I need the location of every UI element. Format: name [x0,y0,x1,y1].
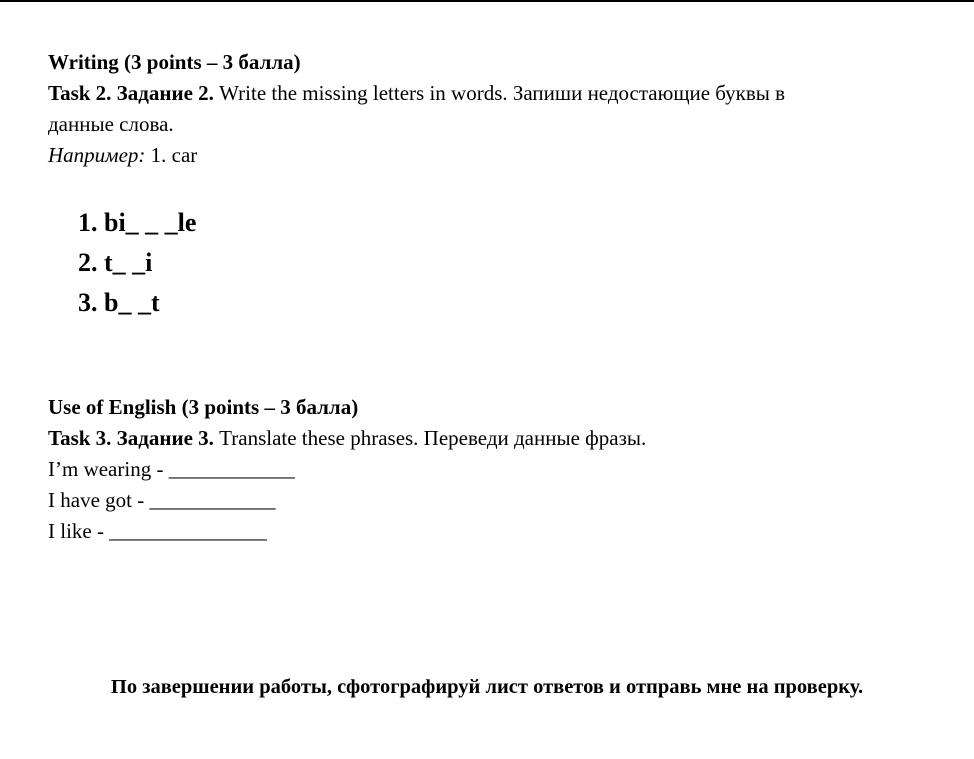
task2-label: Task 2. Задание 2. [48,81,214,105]
phrase-item-2: I have got - ____________ [48,488,276,512]
missing-letters-list [78,203,196,323]
word-item-2: 2. t_ _i [78,248,153,277]
writing-heading: Writing (3 points – 3 балла) [48,50,301,74]
task2-instruction [48,78,928,109]
task2-instruction-continued: данные слова. [48,112,174,136]
word-item-1: 1. bi_ _ _le [78,208,197,237]
task3-label: Task 3. Задание 3. [48,426,214,450]
use-of-english-section [48,392,928,547]
phrase-item-3: I like - _______________ [48,519,267,543]
task2-instruction-text: Write the missing letters in words. Запиши недостающие буквы в [213,81,786,105]
word-item-3: 3. b_ _t [78,288,160,317]
phrase-item-1: I’m wearing - ____________ [48,457,295,481]
task3-instruction-text: Translate these phrases. Переведи данные фразы. [213,426,647,450]
top-border [0,0,974,2]
example-label: Например: [48,143,146,167]
task3-instruction [48,423,928,454]
writing-section [48,47,928,171]
footer-note: По завершении работы, сфотографируй лист ответов и отправь мне на проверку. [110,676,864,698]
english-heading: Use of English (3 points – 3 балла) [48,395,359,419]
task2-example [48,140,928,171]
example-value: 1. car [145,143,198,167]
